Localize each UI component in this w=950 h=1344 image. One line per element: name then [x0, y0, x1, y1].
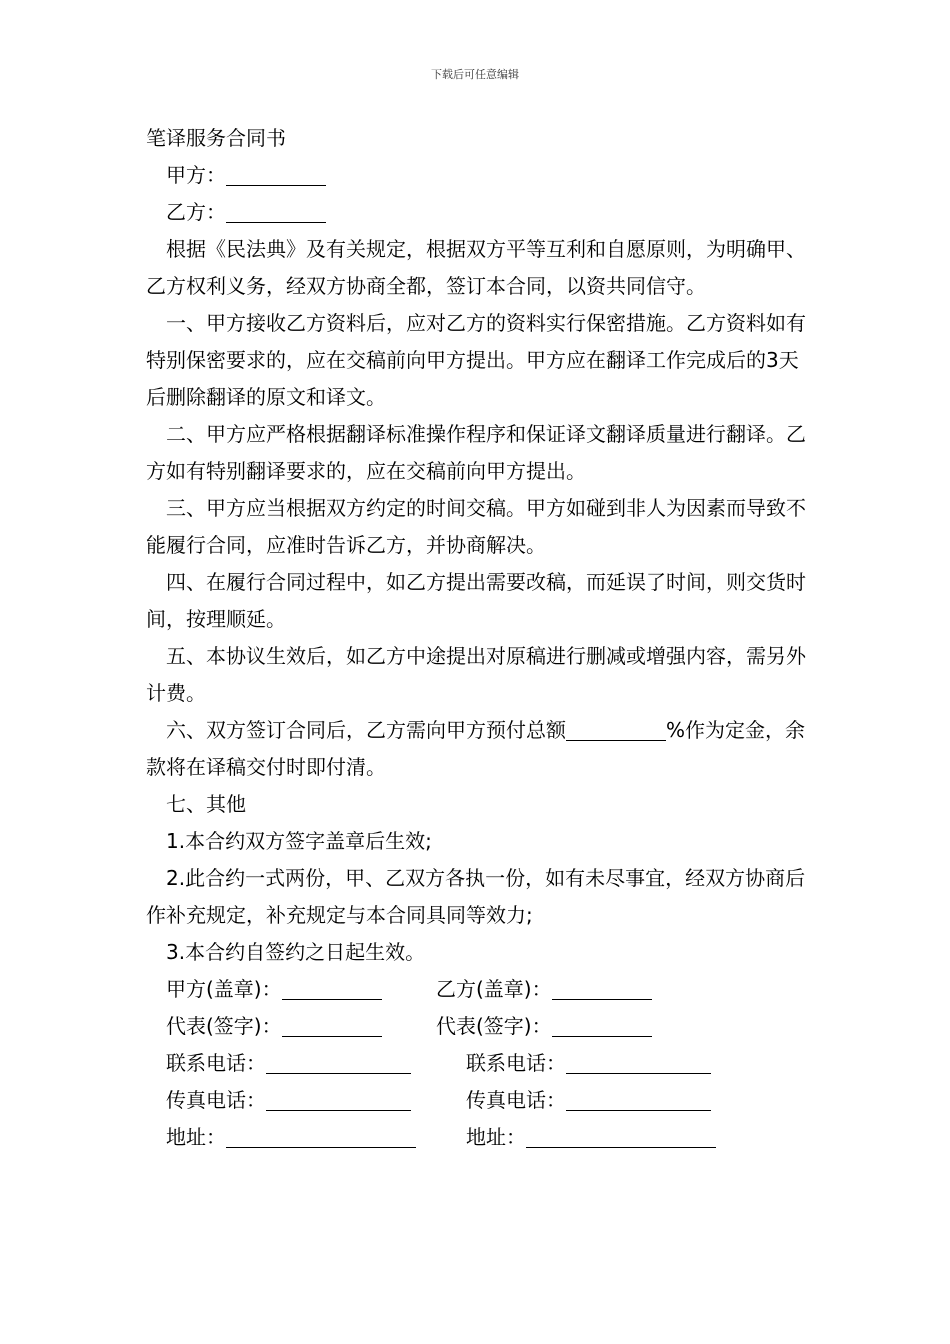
party-a-line — [146, 157, 810, 194]
clause-4: 四、在履行合同过程中，如乙方提出需要改稿，而延误了时间，则交货时间，按理顺延。 — [146, 570, 806, 631]
party-b-line — [146, 194, 810, 231]
other-item-1: 1.本合约双方签字盖章后生效; — [166, 829, 432, 853]
party-a-rep: 代表(签字)： — [166, 1008, 382, 1045]
party-b-fax-blank[interactable] — [566, 1090, 711, 1111]
party-a-label: 甲方： — [166, 163, 226, 187]
clause-5: 五、本协议生效后，如乙方中途提出对原稿进行删减或增强内容，需另外计费。 — [146, 644, 806, 705]
party-a-blank[interactable] — [226, 165, 326, 186]
signature-phone-row — [146, 1045, 810, 1082]
other-item-3: 3.本合约自签约之日起生效。 — [166, 940, 426, 964]
party-a-address-blank[interactable] — [226, 1127, 416, 1148]
party-a-phone: 联系电话： — [166, 1045, 411, 1082]
clause-7: 七、其他 — [166, 792, 246, 816]
page-header: 下载后可任意编辑 — [431, 68, 519, 81]
deposit-percent-blank[interactable] — [566, 720, 666, 741]
party-a-seal-blank[interactable] — [282, 979, 382, 1000]
contract-title: 笔译服务合同书 — [146, 126, 286, 150]
clause-1: 一、甲方接收乙方资料后，应对乙方的资料实行保密措施。乙方资料如有特别保密要求的，应在交稿前向甲方提出。甲方应在翻译工作完成后的3天后删除翻译的原文和译文。 — [146, 311, 806, 409]
party-b-rep-blank[interactable] — [552, 1016, 652, 1037]
party-b-rep: 代表(签字)： — [436, 1008, 652, 1045]
party-a-fax-blank[interactable] — [266, 1090, 411, 1111]
contract-body — [146, 120, 810, 1156]
intro-paragraph: 根据《民法典》及有关规定，根据双方平等互利和自愿原则，为明确甲、乙方权利义务，经双方协商全都，签订本合同，以资共同信守。 — [146, 237, 806, 298]
signature-fax-row — [146, 1082, 810, 1119]
party-b-seal-blank[interactable] — [552, 979, 652, 1000]
party-b-label: 乙方： — [166, 200, 226, 224]
clause-6-text-a: 六、双方签订合同后，乙方需向甲方预付总额 — [166, 718, 566, 742]
signature-rep-row — [146, 1008, 810, 1045]
party-b-phone: 联系电话： — [466, 1045, 711, 1082]
signature-address-row — [146, 1119, 810, 1156]
party-b-address-blank[interactable] — [526, 1127, 716, 1148]
clause-6 — [146, 712, 810, 786]
party-b-fax: 传真电话： — [466, 1082, 711, 1119]
party-b-seal: 乙方(盖章)： — [436, 971, 652, 1008]
party-b-blank[interactable] — [226, 202, 326, 223]
party-a-seal: 甲方(盖章)： — [166, 971, 382, 1008]
clause-2: 二、甲方应严格根据翻译标准操作程序和保证译文翻译质量进行翻译。乙方如有特别翻译要求的，应在交稿前向甲方提出。 — [146, 422, 806, 483]
party-b-address: 地址： — [466, 1119, 716, 1156]
party-a-fax: 传真电话： — [166, 1082, 411, 1119]
clause-6-text-b: %作为定金，余款将在译稿交付时即付清。 — [146, 718, 806, 779]
party-a-rep-blank[interactable] — [282, 1016, 382, 1037]
party-b-phone-blank[interactable] — [566, 1053, 711, 1074]
clause-3: 三、甲方应当根据双方约定的时间交稿。甲方如碰到非人为因素而导致不能履行合同，应准时告诉乙方，并协商解决。 — [146, 496, 806, 557]
party-a-address: 地址： — [166, 1119, 416, 1156]
other-item-2: 2.此合约一式两份，甲、乙双方各执一份，如有未尽事宜，经双方协商后作补充规定，补充规定与本合同具同等效力; — [146, 866, 806, 927]
signature-seal-row — [146, 971, 810, 1008]
party-a-phone-blank[interactable] — [266, 1053, 411, 1074]
